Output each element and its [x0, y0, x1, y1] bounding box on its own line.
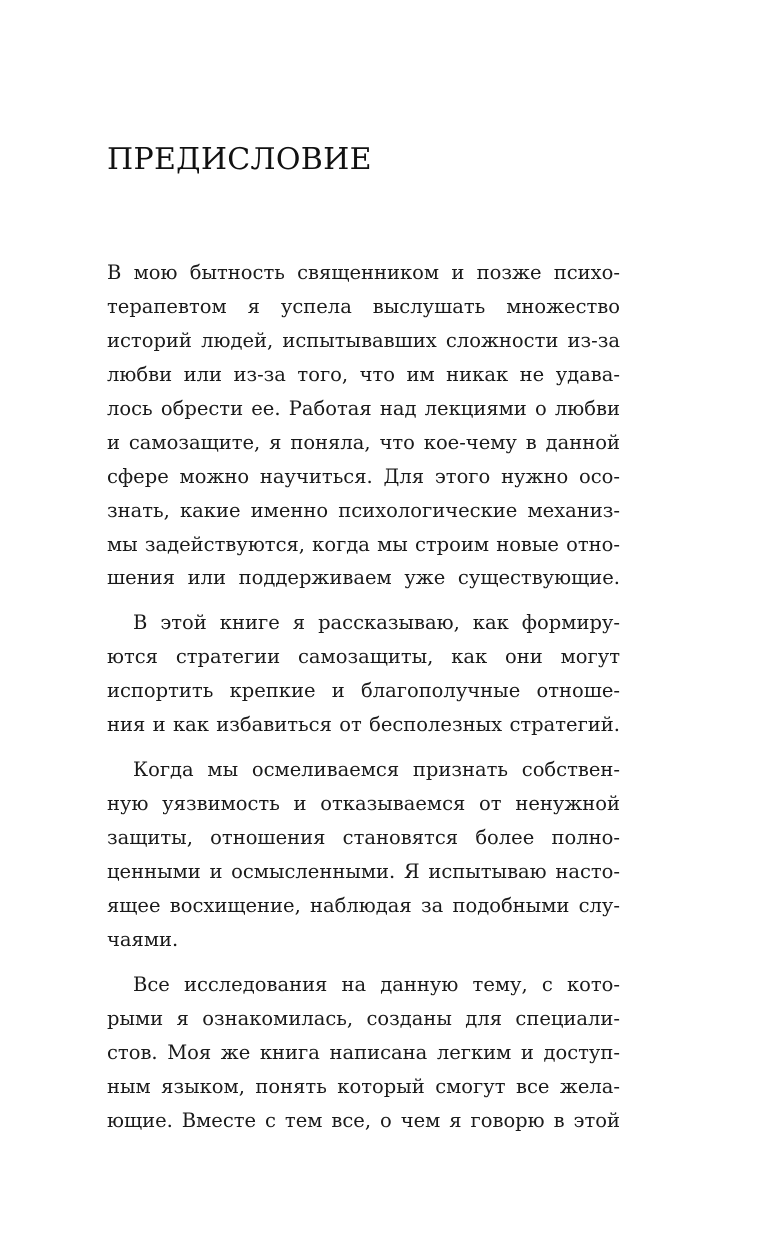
text-line: Все исследования на данную тему, с кото-	[133, 972, 620, 996]
text-line: ную уязвимость и отказываемся от ненужной	[107, 792, 620, 816]
text-line: шения или поддерживаем уже существующие.	[107, 566, 620, 590]
text-line: чаями.	[107, 927, 179, 951]
text-line: историй людей, испытывавших сложности из-за	[107, 328, 620, 352]
paragraph-2	[107, 606, 620, 742]
text-line: лось обрести ее. Работая над лекциями о любви	[107, 396, 620, 420]
text-line: рыми я ознакомилась, созданы для специали-	[107, 1006, 620, 1030]
text-line: Когда мы осмеливаемся признать собствен-	[133, 758, 620, 782]
chapter-body	[107, 256, 620, 1137]
text-line: ящее восхищение, наблюдая за подобными слу-	[107, 893, 620, 917]
text-line: мы задействуются, когда мы строим новые отно-	[107, 532, 620, 556]
text-line: стов. Моя же книга написана легким и доступ-	[107, 1040, 620, 1064]
text-line: ным языком, понять который смогут все жела-	[107, 1074, 620, 1098]
text-line: В этой книге я рассказываю, как формиру-	[133, 611, 620, 635]
chapter-heading: ПРЕДИСЛОВИЕ	[107, 142, 372, 177]
text-line: сфере можно научиться. Для этого нужно осо-	[107, 464, 620, 488]
text-line: любви или из-за того, что им никак не удава-	[107, 362, 620, 386]
text-line: В мою бытность священником и позже психо-	[107, 261, 620, 284]
paragraph-1	[107, 256, 620, 595]
paragraph-3	[107, 753, 620, 957]
text-line: ются стратегии самозащиты, как они могут	[107, 645, 620, 669]
text-line: ющие. Вместе с тем все, о чем я говорю в этой	[107, 1108, 620, 1132]
text-line: знать, какие именно психологические механиз-	[107, 498, 620, 522]
paragraph-4	[107, 968, 620, 1138]
text-line: и самозащите, я поняла, что кое-чему в данной	[107, 430, 620, 454]
text-line: испортить крепкие и благополучные отноше-	[107, 679, 620, 703]
text-line: ценными и осмысленными. Я испытываю насто-	[107, 859, 620, 883]
text-line: ния и как избавиться от бесполезных стратегий.	[107, 713, 620, 737]
text-line: защиты, отношения становятся более полно-	[107, 826, 620, 849]
text-line: терапевтом я успела выслушать множество	[107, 294, 620, 318]
